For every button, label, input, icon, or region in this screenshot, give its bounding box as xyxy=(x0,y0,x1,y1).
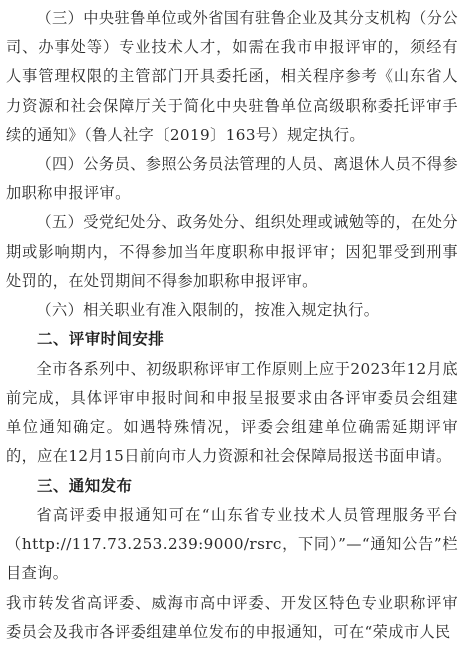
document-page xyxy=(6,4,458,647)
paragraph-notice-platform: 省高评委申报通知可在“山东省专业技术人员管理服务平台（http://117.73.253.239:9000/rsrc，下同）”—“通知公告”栏目查询。 xyxy=(6,506,458,583)
paragraph-schedule: 全市各系列中、初级职称评审工作原则上应于2023年12月底前完成，具体评审申报时间和申报呈报要求由各评审委员会组建单位通知确定。如遇特殊情况，评委会组建单位确需延期评审的，应在12月15日前向市人力资源和社会保障局报送书面申请。 xyxy=(6,359,458,466)
section-heading-schedule: 二、评审时间安排 xyxy=(37,330,165,349)
section-heading-notice: 三、通知发布 xyxy=(37,476,133,495)
paragraph-item-5: （五）受党纪处分、政务处分、组织处理或诫勉等的，在处分期或影响期内，不得参加当年度职称申报评审；因犯罪受到刑事处罚的，在处罚期间不得参加职称申报评审。 xyxy=(6,213,458,290)
paragraph-item-3: （三）中央驻鲁单位或外省国有驻鲁企业及其分支机构（分公司、办事处等）专业技术人才，如需在我市申报评审的，须经有人事管理权限的主管部门开具委托函，相关程序参考《山东省人力资源和社会保障厅关于简化中央驻鲁单位高级职称委托评审手续的通知》（鲁人社字〔2019〕163号）规定执行。 xyxy=(6,9,458,144)
paragraph-item-4: （四）公务员、参照公务员法管理的人员、离退休人员不得参加职称申报评审。 xyxy=(6,155,458,203)
paragraph-notice-city: 我市转发省高评委、威海市高中评委、开发区特色专业职称评审委员会及我市各评委组建单位发布的申报通知，可在“荣成市人民 xyxy=(6,593,458,641)
paragraph-item-6: （六）相关职业有准入限制的，按准入规定执行。 xyxy=(36,301,380,320)
